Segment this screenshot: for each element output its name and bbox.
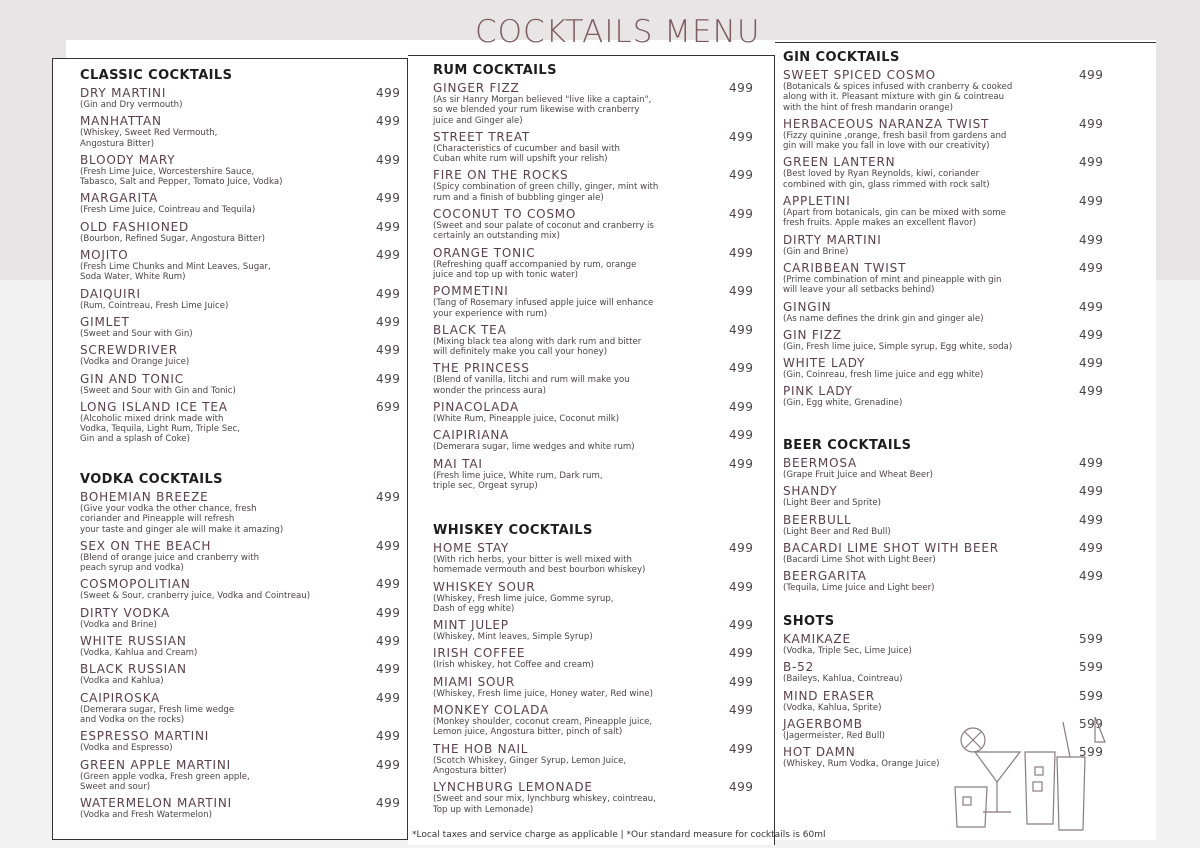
- item-price: 499: [1079, 540, 1104, 555]
- item-price: 499: [1079, 484, 1104, 499]
- menu-item: [783, 261, 1156, 296]
- page-title: COCKTAILS MENU: [475, 14, 761, 50]
- item-name: LYNCHBURG LEMONADE: [433, 780, 593, 795]
- menu-item: [783, 155, 1156, 190]
- item-description: (Mixing black tea along with dark rum and bitter will definitely make you call your honey): [433, 336, 642, 358]
- item-description: (Bacardi Lime Shot with Light Beer): [783, 554, 936, 565]
- item-price: 499: [376, 729, 401, 744]
- item-description: (Bourbon, Refined Sugar, Angostura Bitter): [80, 233, 265, 244]
- menu-item: [433, 246, 774, 281]
- item-name: BEERMOSA: [783, 456, 857, 470]
- menu-item: [433, 361, 774, 396]
- item-name: FIRE ON THE ROCKS: [433, 168, 569, 183]
- item-description: (Tang of Rosemary infused apple juice will enhance your experience with rum): [433, 298, 654, 319]
- item-price: 499: [729, 322, 754, 337]
- menu-item: [783, 328, 1156, 352]
- item-name: DAIQUIRI: [80, 286, 141, 301]
- item-price: 599: [1079, 660, 1104, 675]
- section-classic-cocktails: [80, 68, 407, 449]
- item-price: 499: [376, 634, 401, 649]
- item-name: MIND ERASER: [783, 688, 875, 703]
- section-heading: BEER COCKTAILS: [783, 438, 912, 453]
- item-price: 699: [376, 399, 401, 414]
- section-gin-cocktails: [783, 50, 1156, 413]
- item-description: (Fresh Lime Juice, Worcestershire Sauce, Tabasco, Salt and Pepper, Tomato Juice, Vodka): [80, 166, 283, 188]
- item-name: WHISKEY SOUR: [433, 579, 536, 594]
- menu-item: [80, 86, 407, 110]
- item-price: 499: [729, 284, 754, 299]
- item-description: (Vodka, Kahlua, Sprite): [783, 702, 882, 713]
- item-name: SHANDY: [783, 484, 838, 499]
- item-price: 499: [376, 114, 401, 129]
- item-price: 499: [376, 538, 401, 553]
- item-description: (Spicy combination of green chilly, ginger, mint with rum and a finish of bubbling ginger ale): [433, 182, 659, 203]
- item-price: 499: [1079, 260, 1104, 275]
- menu-item: [783, 660, 1156, 684]
- menu-item: [433, 675, 774, 699]
- menu-item: [80, 191, 407, 215]
- menu-item: [783, 300, 1156, 324]
- item-description: (As name defines the drink gin and ginger ale): [783, 313, 984, 324]
- menu-item: [80, 153, 407, 188]
- item-price: 499: [729, 541, 754, 555]
- menu-item: [433, 780, 774, 815]
- section-rum-cocktails: [433, 63, 774, 495]
- menu-item: [80, 634, 407, 658]
- item-description: (Vodka and Brine): [80, 619, 157, 630]
- item-price: 499: [1079, 68, 1104, 82]
- item-description: (Vodka and Fresh Watermelon): [80, 810, 212, 821]
- item-description: (Vodka, Triple Sec, Lime Juice): [783, 646, 912, 656]
- item-name: HOT DAMN: [783, 745, 856, 760]
- item-name: OLD FASHIONED: [80, 219, 190, 234]
- item-name: GREEN LANTERN: [783, 155, 896, 170]
- menu-item: [783, 513, 1156, 537]
- item-price: 499: [729, 780, 754, 795]
- cocktail-glasses-illustration: [945, 712, 1125, 832]
- item-description: (Light Beer and Red Bull): [783, 526, 891, 537]
- item-price: 499: [729, 741, 754, 756]
- menu-item: [80, 490, 407, 535]
- menu-item: [433, 646, 774, 670]
- menu-item: [80, 248, 407, 283]
- item-description: (Grape Fruit Juice and Wheat Beer): [783, 470, 934, 480]
- item-description: (Whiskey, Sweet Red Vermouth, Angostura Bitter): [80, 128, 218, 149]
- item-price: 499: [376, 757, 401, 772]
- item-name: SWEET SPICED COSMO: [783, 68, 936, 82]
- item-price: 499: [1079, 327, 1104, 342]
- menu-item: [80, 758, 407, 793]
- menu-item: [433, 168, 774, 203]
- menu-item: [80, 729, 407, 753]
- item-price: 499: [376, 191, 401, 206]
- item-description: (Green apple vodka, Fresh green apple, Sweet and sour): [80, 771, 250, 792]
- menu-item: [80, 796, 407, 820]
- item-name: DRY MARTINI: [80, 86, 167, 100]
- menu-item: [80, 114, 407, 149]
- item-name: BEERBULL: [783, 512, 852, 527]
- item-name: GIN AND TONIC: [80, 371, 184, 386]
- item-name: B-52: [783, 660, 815, 675]
- menu-item: [80, 315, 407, 339]
- menu-item: [80, 343, 407, 367]
- item-description: (Sweet and sour palate of coconut and cranberry is certainly an outstanding mix): [433, 221, 654, 242]
- menu-item: [433, 618, 774, 642]
- item-price: 499: [729, 428, 754, 443]
- item-description: (Fresh Lime Juice, Cointreau and Tequila): [80, 205, 256, 216]
- section-vodka-cocktails: [80, 472, 407, 824]
- section-heading: WHISKEY COCKTAILS: [433, 523, 593, 538]
- item-price: 499: [729, 456, 754, 471]
- item-description: (Sweet & Sour, cranberry juice, Vodka and Cointreau): [80, 591, 311, 602]
- item-name: GINGER FIZZ: [433, 81, 520, 95]
- menu-item: [783, 233, 1156, 257]
- menu-item: [783, 68, 1156, 113]
- menu-item: [783, 689, 1156, 713]
- item-name: COCONUT TO COSMO: [433, 207, 577, 222]
- item-description: (Vodka and Kahlua): [80, 676, 164, 687]
- item-name: DIRTY VODKA: [80, 605, 171, 620]
- item-name: ORANGE TONIC: [433, 245, 536, 260]
- item-name: THE HOB NAIL: [433, 741, 529, 756]
- section-heading: CLASSIC COCKTAILS: [80, 68, 233, 83]
- section-heading: VODKA COCKTAILS: [80, 472, 223, 487]
- item-name: GIMLET: [80, 314, 130, 329]
- item-price: 499: [376, 690, 401, 705]
- menu-item: [433, 428, 774, 452]
- item-description: (As sir Hanry Morgan believed "live like a captain", so we blended your rum likewise with cranberry juice and Ginger ale): [433, 95, 652, 126]
- item-name: WATERMELON MARTINI: [80, 796, 232, 811]
- menu-item: [433, 457, 774, 492]
- item-name: STREET TREAT: [433, 129, 531, 144]
- menu-item: [783, 194, 1156, 229]
- item-description: (Monkey shoulder, coconut cream, Pineapple juice, Lemon juice, Angostura bitter, pinch of salt): [433, 717, 653, 738]
- item-description: (Demerara sugar, lime wedges and white rum): [433, 442, 635, 453]
- item-description: (Gin, Fresh lime juice, Simple syrup, Egg white, soda): [783, 341, 1013, 352]
- item-description: (Demerara sugar, Fresh lime wedge and Vodka on the rocks): [80, 704, 235, 725]
- item-description: (Gin and Dry vermouth): [80, 100, 183, 110]
- item-price: 499: [376, 86, 401, 100]
- item-name: MONKEY COLADA: [433, 703, 550, 718]
- item-name: BLACK RUSSIAN: [80, 662, 187, 677]
- menu-item: [433, 130, 774, 165]
- item-description: (Vodka, Kahlua and Cream): [80, 648, 198, 659]
- item-name: APPLETINI: [783, 194, 851, 209]
- item-name: BACARDI LIME SHOT WITH BEER: [783, 540, 999, 555]
- item-name: HERBACEOUS NARANZA TWIST: [783, 116, 990, 131]
- item-name: SCREWDRIVER: [80, 343, 178, 358]
- menu-item: [80, 691, 407, 726]
- item-name: ESPRESSO MARTINI: [80, 729, 210, 744]
- item-name: BOHEMIAN BREEZE: [80, 490, 209, 504]
- item-name: PINK LADY: [783, 384, 853, 399]
- item-description: (Light Beer and Sprite): [783, 498, 882, 509]
- item-description: (With rich herbs, your bitter is well mixed with homemade vermouth and best bourbon whiskey): [433, 555, 646, 576]
- item-description: (Alcoholic mixed drink made with Vodka, Tequila, Light Rum, Triple Sec, Gin and a splash of Coke): [80, 413, 240, 445]
- item-description: (Apart from botanicals, gin can be mixed with some fresh fruits. Apple makes an excellent flavor): [783, 208, 1006, 229]
- item-name: MINT JULEP: [433, 618, 509, 633]
- item-name: DIRTY MARTINI: [783, 232, 882, 247]
- item-name: GREEN APPLE MARTINI: [80, 757, 231, 772]
- item-description: (Blend of vanilla, litchi and rum will make you wonder the princess aura): [433, 375, 630, 396]
- item-name: PINACOLADA: [433, 400, 519, 415]
- item-description: (Rum, Cointreau, Fresh Lime Juice): [80, 300, 229, 311]
- menu-item: [433, 284, 774, 319]
- item-description: (Whiskey, Mint leaves, Simple Syrup): [433, 632, 593, 643]
- item-price: 499: [1079, 116, 1104, 131]
- item-name: SEX ON THE BEACH: [80, 538, 212, 553]
- menu-item: [433, 742, 774, 777]
- menu-item: [80, 606, 407, 630]
- item-price: 499: [376, 314, 401, 329]
- item-price: 499: [376, 796, 401, 811]
- item-description: (Sweet and Sour with Gin): [80, 328, 193, 339]
- section-heading: RUM COCKTAILS: [433, 63, 557, 78]
- section-heading: GIN COCKTAILS: [783, 50, 900, 65]
- item-price: 499: [376, 219, 401, 234]
- item-description: (Gin, Coinreau, fresh lime juice and egg white): [783, 370, 984, 381]
- item-description: (Blend of orange juice and cranberry with peach syrup and vodka): [80, 552, 260, 574]
- item-description: (Sweet and Sour with Gin and Tonic): [80, 385, 236, 396]
- item-name: CAIPIRIANA: [433, 428, 510, 443]
- item-price: 599: [1079, 716, 1104, 731]
- item-name: KAMIKAZE: [783, 632, 851, 646]
- item-price: 499: [729, 168, 754, 183]
- column-rum-whiskey: [408, 55, 775, 845]
- item-description: (Whiskey, Fresh lime juice, Honey water, Red wine): [433, 688, 653, 699]
- item-price: 499: [729, 646, 754, 661]
- item-price: 499: [729, 207, 754, 222]
- item-description: (Tequila, Lime Juice and Light beer): [783, 583, 935, 594]
- menu-item: [783, 384, 1156, 408]
- item-price: 599: [1079, 632, 1104, 646]
- item-description: (Whiskey, Fresh lime juice, Gomme syrup, Dash of egg white): [433, 593, 614, 614]
- item-name: MARGARITA: [80, 191, 159, 206]
- item-name: WHITE LADY: [783, 356, 866, 371]
- item-description: (Give your vodka the other chance, fresh coriander and Pineapple will refresh your taste and ginger ale will make it amazing): [80, 504, 284, 535]
- menu-item: [80, 662, 407, 686]
- section-heading: SHOTS: [783, 614, 835, 629]
- menu-item: [433, 703, 774, 738]
- item-name: GIN FIZZ: [783, 327, 842, 342]
- item-name: BEERGARITA: [783, 569, 867, 584]
- item-price: 499: [729, 361, 754, 376]
- item-description: (Botanicals & spices infused with cranberry & cooked along with it. Pleasant mixture with gin & cointreau with the hint of fresh mandarin orange): [783, 82, 1013, 113]
- menu-item: [433, 81, 774, 126]
- item-name: MIAMI SOUR: [433, 674, 515, 689]
- item-description: (Sweet and sour mix, lynchburg whiskey, cointreau, Top up with Lemonade): [433, 794, 656, 815]
- item-description: (Fresh Lime Chunks and Mint Leaves, Sugar, Soda Water, White Rum): [80, 262, 271, 283]
- item-price: 499: [376, 286, 401, 301]
- item-name: IRISH COFFEE: [433, 646, 526, 661]
- item-description: (Baileys, Kahlua, Cointreau): [783, 674, 903, 685]
- item-description: (Irish whiskey, hot Coffee and cream): [433, 660, 594, 671]
- section-beer-cocktails: [783, 438, 1156, 597]
- menu-item: [433, 400, 774, 424]
- menu-item: [783, 117, 1156, 152]
- menu-item: [433, 207, 774, 242]
- item-name: MOJITO: [80, 248, 129, 263]
- item-name: LONG ISLAND ICE TEA: [80, 399, 228, 414]
- item-name: BLOODY MARY: [80, 152, 176, 167]
- column-classic: [52, 58, 408, 466]
- item-price: 499: [1079, 456, 1104, 470]
- item-price: 499: [729, 245, 754, 260]
- item-description: (Fizzy quinine ,orange, fresh basil from gardens and gin will make you fall in love with our creativity): [783, 130, 1007, 152]
- item-name: HOME STAY: [433, 541, 510, 555]
- menu-item: [783, 632, 1156, 656]
- menu-item: [80, 372, 407, 396]
- item-description: (Scotch Whiskey, Ginger Syrup, Lemon Juice, Angostura bitter): [433, 755, 627, 776]
- item-name: JAGERBOMB: [783, 716, 863, 731]
- menu-item: [783, 541, 1156, 565]
- menu-item: [433, 323, 774, 358]
- item-price: 499: [729, 674, 754, 689]
- item-description: (Characteristics of cucumber and basil with Cuban white rum will upshift your relish): [433, 143, 620, 165]
- item-price: 499: [729, 618, 754, 633]
- item-description: (Vodka and Espresso): [80, 743, 173, 754]
- item-price: 499: [1079, 356, 1104, 371]
- item-name: GINGIN: [783, 299, 832, 314]
- item-price: 499: [729, 81, 754, 95]
- menu-item: [433, 541, 774, 576]
- item-name: CARIBBEAN TWIST: [783, 260, 907, 275]
- item-price: 499: [1079, 512, 1104, 527]
- item-description: (Fresh lime juice, White rum, Dark rum, triple sec, Orgeat syrup): [433, 470, 603, 491]
- menu-item: [783, 456, 1156, 480]
- item-description: (White Rum, Pineapple juice, Coconut milk): [433, 414, 620, 425]
- menu-item: [433, 580, 774, 615]
- menu-item: [80, 287, 407, 311]
- item-name: MANHATTAN: [80, 114, 162, 129]
- item-name: MAI TAI: [433, 456, 483, 471]
- item-price: 499: [376, 662, 401, 677]
- item-description: (Prime combination of mint and pineapple with gin will leave your all setbacks behind): [783, 274, 1002, 296]
- menu-item: [80, 577, 407, 601]
- menu-item: [80, 400, 407, 445]
- item-price: 499: [376, 371, 401, 386]
- item-price: 499: [376, 490, 401, 504]
- item-price: 499: [1079, 299, 1104, 314]
- item-price: 499: [376, 577, 401, 592]
- item-price: 499: [376, 343, 401, 358]
- item-description: (Whiskey, Rum Vodka, Orange Juice): [783, 759, 940, 770]
- item-description: (Best loved by Ryan Reynolds, kiwi, coriander combined with gin, glass rimmed with rock salt): [783, 169, 990, 190]
- menu-item: [80, 539, 407, 574]
- item-price: 499: [1079, 232, 1104, 247]
- item-name: COSMOPOLITIAN: [80, 577, 191, 592]
- item-price: 499: [1079, 155, 1104, 170]
- item-price: 499: [1079, 384, 1104, 399]
- item-price: 499: [729, 400, 754, 415]
- menu-item: [80, 220, 407, 244]
- item-price: 499: [376, 605, 401, 620]
- footer-note: *Local taxes and service charge as applicable | *Our standard measure for cocktails is 60ml: [412, 830, 826, 840]
- item-name: BLACK TEA: [433, 322, 507, 337]
- item-price: 499: [376, 248, 401, 263]
- menu-item: [783, 484, 1156, 508]
- item-name: WHITE RUSSIAN: [80, 634, 187, 649]
- item-name: THE PRINCESS: [433, 361, 530, 376]
- item-description: (Vodka and Orange Juice): [80, 357, 190, 368]
- section-whiskey-cocktails: [433, 523, 774, 819]
- item-name: POMMETINI: [433, 284, 509, 299]
- item-price: 499: [729, 579, 754, 594]
- item-price: 499: [729, 703, 754, 718]
- item-description: (Gin, Egg white, Grenadine): [783, 398, 903, 409]
- item-price: 499: [376, 152, 401, 167]
- item-description: (Jagermeister, Red Bull): [783, 730, 885, 741]
- item-price: 499: [1079, 569, 1104, 584]
- menu-item: [783, 569, 1156, 593]
- item-price: 499: [729, 129, 754, 144]
- column-vodka: [52, 462, 408, 840]
- item-price: 599: [1079, 688, 1104, 703]
- item-description: (Refreshing quaff accompanied by rum, orange juice and top up with tonic water): [433, 259, 637, 280]
- menu-item: [783, 356, 1156, 380]
- item-description: (Gin and Brine): [783, 246, 849, 257]
- item-name: CAIPIROSKA: [80, 690, 161, 705]
- item-price: 599: [1079, 745, 1104, 760]
- item-price: 499: [1079, 194, 1104, 209]
